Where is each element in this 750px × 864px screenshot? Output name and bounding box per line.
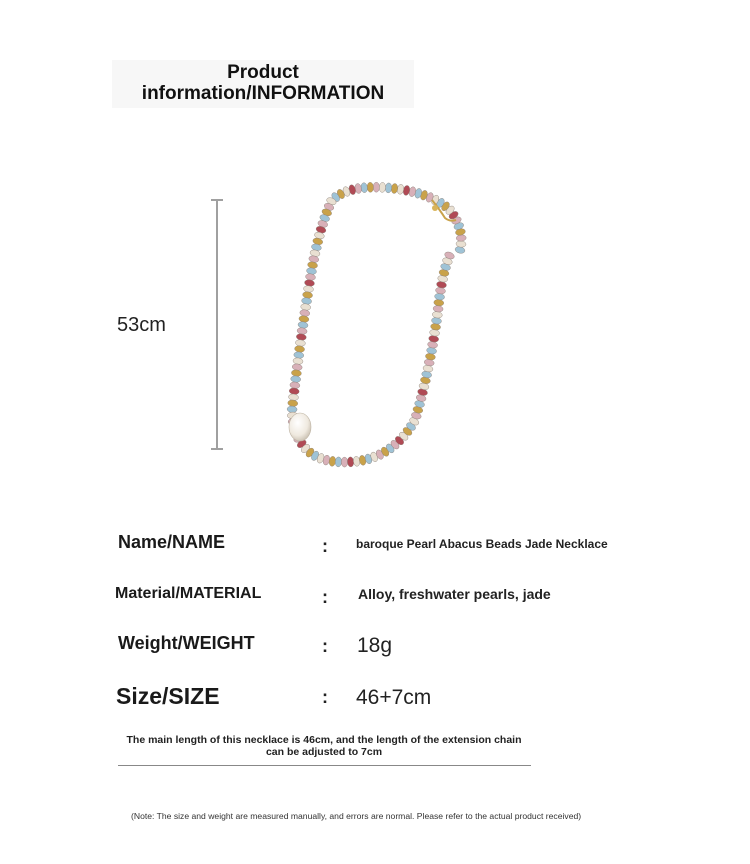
spec-label-weight: Weight/WEIGHT: [118, 633, 255, 653]
measure-line: [216, 200, 218, 449]
measure-label: 53cm: [117, 314, 166, 336]
bead: [367, 182, 374, 192]
length-note: [112, 734, 536, 758]
bead: [287, 399, 298, 407]
necklace-image: [270, 170, 520, 480]
bead: [288, 393, 299, 401]
divider: [118, 765, 531, 766]
bead: [335, 457, 342, 467]
spec-colon-weight: :: [322, 636, 328, 656]
page-title-line2: information/INFORMATION: [141, 83, 385, 104]
page-title-line1: Product: [227, 62, 299, 83]
bead: [291, 369, 302, 377]
spec-value-material: Alloy, freshwater pearls, jade: [358, 586, 551, 602]
bead: [290, 375, 301, 383]
length-note-line1: The main length of this necklace is 46cm, and the length of the extension chain: [126, 734, 522, 746]
spec-label-size: Size/SIZE: [116, 683, 220, 709]
clasp-icon: [432, 205, 438, 211]
spec-colon-size: :: [322, 687, 328, 707]
bead: [347, 457, 354, 467]
spec-label-material: Material/MATERIAL: [115, 585, 262, 602]
bead: [361, 182, 368, 193]
bead: [290, 381, 301, 389]
measure-bottom-cap: [211, 448, 223, 450]
baroque-pearl: [289, 413, 311, 441]
length-note-line2: can be adjusted to 7cm: [265, 746, 383, 758]
bead: [287, 406, 297, 413]
bead: [293, 357, 304, 365]
necklace-beads: [287, 182, 467, 467]
spec-label-name: Name/NAME: [118, 532, 226, 552]
spec-value-name: baroque Pearl Abacus Beads Jade Necklace: [356, 537, 608, 551]
bead: [433, 299, 444, 307]
bead: [385, 183, 392, 194]
bead: [379, 182, 386, 192]
bead: [292, 363, 303, 371]
bead: [341, 457, 347, 467]
spec-value-size: 46+7cm: [356, 686, 432, 709]
spec-colon-material: :: [322, 587, 328, 607]
spec-value-weight: 18g: [357, 634, 393, 657]
page-title: [112, 62, 414, 104]
bead: [294, 345, 305, 353]
bead: [373, 182, 379, 192]
bead: [456, 234, 466, 241]
bead: [433, 305, 444, 312]
spec-colon-name: :: [322, 536, 328, 556]
measurement-disclaimer: (Note: The size and weight are measured manually, and errors are normal. Please refer to the actual product received): [131, 811, 582, 821]
bead: [289, 387, 300, 395]
